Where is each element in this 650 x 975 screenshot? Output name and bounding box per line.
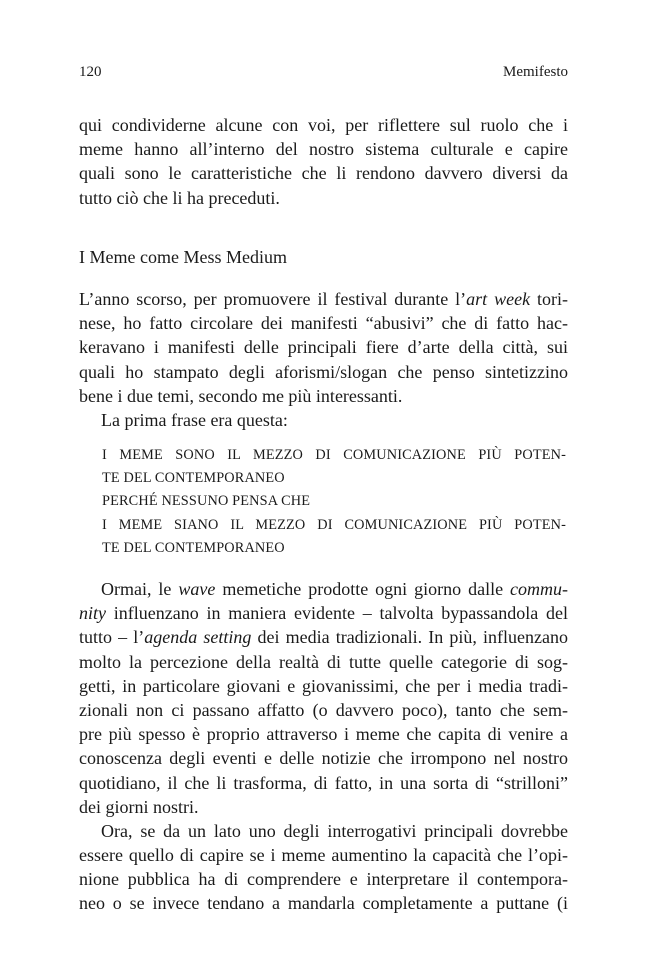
text-line: essere quello di capire se i meme aumentino la capacità che l’opi- bbox=[79, 845, 568, 866]
paragraph-memetic-waves bbox=[79, 577, 568, 916]
text-line: quali ho stampato degli aforismi/slogan che penso sintetizzino bbox=[79, 361, 568, 382]
quote-line: I MEME SIANO IL MEZZO DI COMUNICAZIONE PIÙ POTEN- bbox=[102, 516, 566, 533]
quote-line: PERCHÉ NESSUNO PENSA CHE bbox=[102, 493, 311, 510]
text-line: meme hanno all’interno del nostro sistema culturale e capire bbox=[79, 139, 568, 160]
text-line: nity influenzano in maniera evidente – talvolta bypassandola del bbox=[79, 603, 568, 624]
text-line: zionali non ci passano affatto (o davvero poco), tanto che sem- bbox=[79, 699, 568, 720]
running-header bbox=[79, 64, 568, 86]
text-line: Ormai, le wave memetiche prodotte ogni giorno dalle commu- bbox=[101, 579, 568, 599]
italic-term: agenda setting bbox=[144, 627, 252, 648]
text-line: qui condividerne alcune con voi, per riflettere sul ruolo che i bbox=[79, 115, 568, 135]
quote-line: TE DEL CONTEMPORANEO bbox=[102, 470, 285, 487]
text-line: dei giorni nostri. bbox=[79, 796, 199, 817]
text-line: neo o se invece tendano a mandarla completamente a puttane (i bbox=[79, 893, 568, 914]
italic-term: art week bbox=[466, 289, 531, 309]
text-line: getti, in particolare giovani e giovanissimi, che per i media tradi- bbox=[79, 675, 568, 696]
text-line: nione pubblica ha di comprendere e interpretare il contempora- bbox=[79, 869, 568, 890]
quote-line: TE DEL CONTEMPORANEO bbox=[102, 539, 285, 556]
text-line: quotidiano, il che li trasforma, di fatto, in una sorta di “strilloni” bbox=[79, 772, 568, 793]
text-line: L’anno scorso, per promuovere il festival durante l’art week tori- bbox=[79, 289, 568, 309]
text-line: La prima frase era questa: bbox=[101, 409, 288, 430]
text-line: pre più spesso è proprio attraverso i meme che capita di venire a bbox=[79, 724, 568, 745]
running-title: Memifesto bbox=[503, 64, 568, 80]
quote-line: I MEME SONO IL MEZZO DI COMUNICAZIONE PIÙ POTEN- bbox=[102, 447, 566, 463]
slogan-quote bbox=[102, 444, 566, 560]
text-line: conoscenza degli eventi e delle notizie che irrompono nel nostro bbox=[79, 748, 568, 769]
text-line: Ora, se da un lato uno degli interrogativi principali dovrebbe bbox=[101, 820, 568, 841]
text-line: tutto – l’agenda setting dei media tradizionali. In più, influenzano bbox=[79, 627, 568, 648]
section-heading: I Meme come Mess Medium bbox=[79, 247, 287, 267]
text-line: quali sono le caratteristiche che li rendono davvero diversi da bbox=[79, 163, 568, 184]
italic-term: nity bbox=[79, 603, 106, 624]
paragraph-art-week bbox=[79, 287, 568, 432]
page-number: 120 bbox=[79, 64, 102, 80]
text-line: tutto ciò che li ha preceduti. bbox=[79, 187, 280, 208]
text-line: bene i due temi, secondo me più interessanti. bbox=[79, 385, 403, 406]
paragraph-continuation bbox=[79, 113, 568, 210]
text-line: keravano i manifesti delle principali fiere d’arte della città, sui bbox=[79, 337, 568, 358]
italic-term: commu- bbox=[510, 579, 568, 599]
text-line: molto la percezione della realtà di tutte quelle categorie di sog- bbox=[79, 651, 568, 672]
text-line: nese, ho fatto circolare dei manifesti “abusivi” che di fatto hac- bbox=[79, 313, 568, 334]
italic-term: wave bbox=[178, 579, 216, 599]
